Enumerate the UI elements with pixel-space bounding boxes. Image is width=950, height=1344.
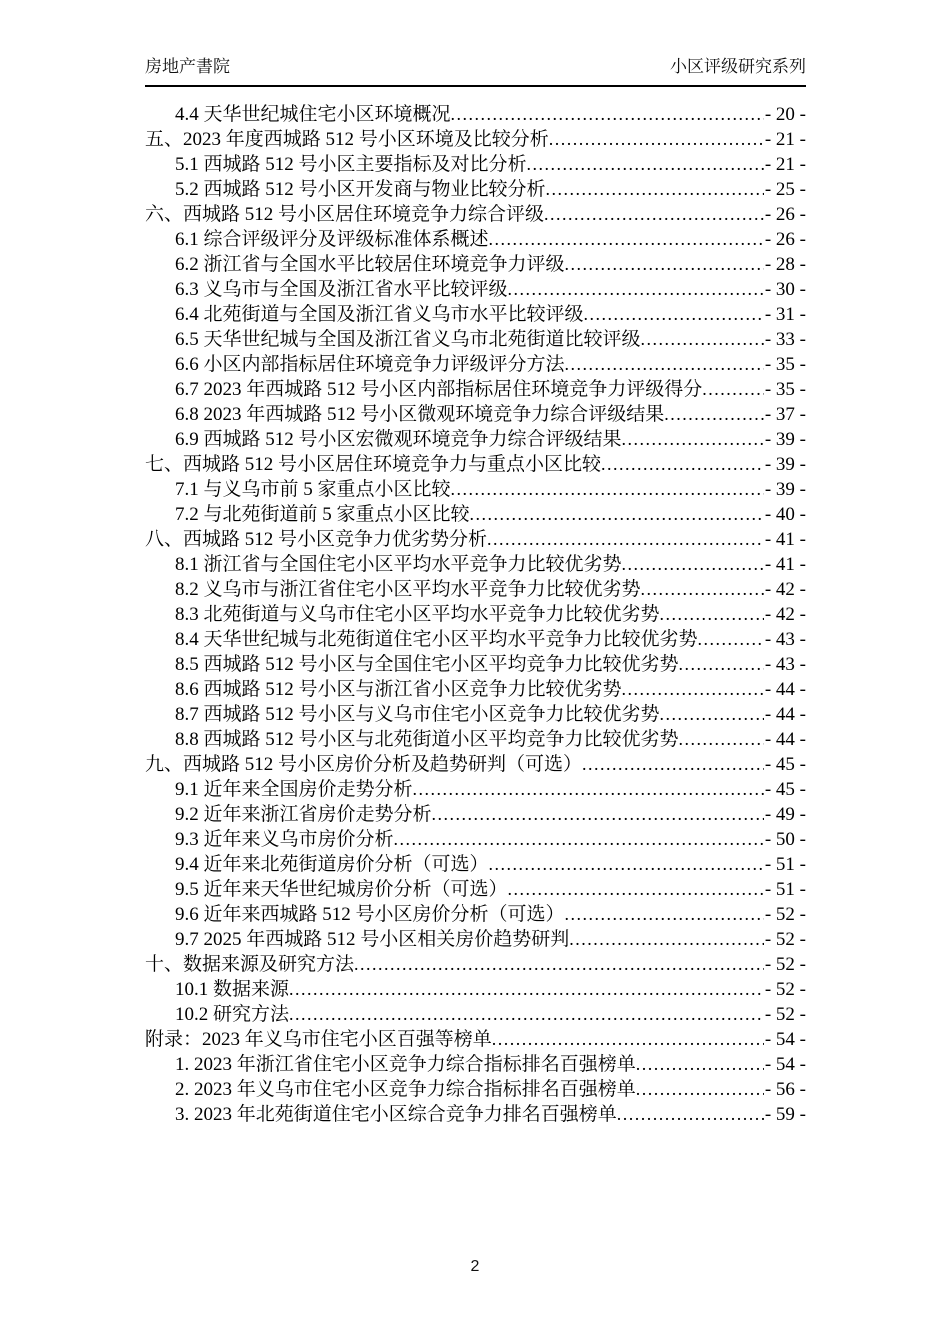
toc-entry[interactable] (145, 1002, 806, 1027)
toc-entry-title: 9.5 近年来天华世纪城房价分析（可选） (175, 879, 508, 900)
toc-dot-leader (698, 627, 764, 652)
toc-entry-page: - 26 - (764, 229, 806, 250)
toc-dot-leader (702, 377, 764, 402)
toc-entry-page: - 59 - (764, 1104, 806, 1125)
toc-entry[interactable] (145, 227, 806, 252)
toc-entry[interactable] (145, 952, 806, 977)
toc-entry-title: 6.3 义乌市与全国及浙江省水平比较评级 (175, 279, 508, 300)
toc-entry-title: 2. 2023 年义乌市住宅小区竞争力综合指标排名百强榜单 (175, 1079, 636, 1100)
toc-dot-leader (622, 552, 764, 577)
toc-dot-leader (565, 902, 764, 927)
toc-dot-leader (660, 702, 764, 727)
toc-entry-page: - 42 - (764, 604, 806, 625)
toc-dot-leader (489, 852, 764, 877)
toc-entry-page: - 41 - (764, 554, 806, 575)
toc-entry-title: 4.4 天华世纪城住宅小区环境概况 (175, 104, 451, 125)
toc-entry[interactable] (145, 877, 806, 902)
toc-entry-title: 6.4 北苑街道与全国及浙江省义乌市水平比较评级 (175, 304, 584, 325)
toc-entry[interactable] (145, 352, 806, 377)
toc-entry-title: 9.1 近年来全国房价走势分析 (175, 779, 413, 800)
toc-dot-leader (569, 927, 764, 952)
toc-dot-leader (601, 452, 764, 477)
toc-entry-page: - 28 - (764, 254, 806, 275)
toc-entry-page: - 39 - (764, 479, 806, 500)
toc-entry-page: - 25 - (764, 179, 806, 200)
toc-dot-leader (636, 1052, 764, 1077)
toc-entry[interactable] (145, 427, 806, 452)
toc-entry[interactable] (145, 127, 806, 152)
header-rule (145, 85, 806, 87)
toc-entry-page: - 30 - (764, 279, 806, 300)
toc-dot-leader (508, 877, 764, 902)
toc-entry[interactable] (145, 827, 806, 852)
toc-entry[interactable] (145, 602, 806, 627)
toc-entry-page: - 54 - (764, 1054, 806, 1075)
toc-entry[interactable] (145, 652, 806, 677)
toc-entry-page: - 44 - (764, 729, 806, 750)
toc-entry-title: 6.6 小区内部指标居住环境竞争力评级评分方法 (175, 354, 565, 375)
toc-dot-leader (289, 977, 764, 1002)
toc-dot-leader (487, 527, 764, 552)
toc-entry-title: 9.2 近年来浙江省房价走势分析 (175, 804, 432, 825)
toc-entry[interactable] (145, 1027, 806, 1052)
toc-entry-page: - 42 - (764, 579, 806, 600)
toc-dot-leader (660, 602, 764, 627)
toc-entry-title: 8.6 西城路 512 号小区与浙江省小区竞争力比较优劣势 (175, 679, 622, 700)
toc-entry-page: - 26 - (764, 204, 806, 225)
toc-entry[interactable] (145, 302, 806, 327)
toc-entry-title: 9.4 近年来北苑街道房价分析（可选） (175, 854, 489, 875)
header-right-text: 小区评级研究系列 (670, 57, 806, 76)
toc-entry[interactable] (145, 527, 806, 552)
toc-entry-title: 十、数据来源及研究方法 (145, 954, 355, 975)
toc-entry-title: 八、西城路 512 号小区竞争力优劣势分析 (145, 529, 488, 550)
toc-entry-page: - 39 - (764, 454, 806, 475)
toc-entry-title: 10.2 研究方法 (175, 1004, 290, 1025)
toc-entry-page: - 44 - (764, 679, 806, 700)
toc-entry-page: - 52 - (764, 1004, 806, 1025)
toc-entry-page: - 37 - (764, 404, 806, 425)
toc-entry[interactable] (145, 777, 806, 802)
toc-entry-title: 九、西城路 512 号小区房价分析及趋势研判（可选） (145, 754, 583, 775)
toc-dot-leader (584, 302, 764, 327)
toc-entry-title: 8.7 西城路 512 号小区与义乌市住宅小区竞争力比较优劣势 (175, 704, 660, 725)
page-header (145, 57, 806, 77)
toc-entry-title: 8.1 浙江省与全国住宅小区平均水平竞争力比较优劣势 (175, 554, 622, 575)
toc-entry-page: - 51 - (764, 879, 806, 900)
toc-entry-title: 六、西城路 512 号小区居住环境竞争力综合评级 (145, 204, 545, 225)
toc-entry[interactable] (145, 852, 806, 877)
toc-entry-page: - 20 - (764, 104, 806, 125)
toc-entry-page: - 35 - (764, 354, 806, 375)
toc-entry-title: 5.1 西城路 512 号小区主要指标及对比分析 (175, 154, 527, 175)
toc-entry-title: 7.2 与北苑街道前 5 家重点小区比较 (175, 504, 470, 525)
toc-list (145, 102, 806, 1127)
toc-dot-leader (636, 1077, 764, 1102)
toc-entry-page: - 43 - (764, 629, 806, 650)
page-number: 2 (470, 1258, 480, 1275)
toc-dot-leader (622, 427, 764, 452)
toc-entry-title: 6.5 天华世纪城与全国及浙江省义乌市北苑街道比较评级 (175, 329, 641, 350)
toc-entry-page: - 54 - (764, 1029, 806, 1050)
toc-entry-page: - 45 - (764, 754, 806, 775)
toc-entry[interactable] (145, 1052, 806, 1077)
toc-entry-title: 五、2023 年度西城路 512 号小区环境及比较分析 (145, 129, 549, 150)
toc-entry[interactable] (145, 1077, 806, 1102)
toc-entry-title: 6.1 综合评级评分及评级标准体系概述 (175, 229, 489, 250)
toc-entry[interactable] (145, 277, 806, 302)
toc-entry-title: 6.9 西城路 512 号小区宏微观环境竞争力综合评级结果 (175, 429, 622, 450)
toc-entry[interactable] (145, 752, 806, 777)
toc-dot-leader (492, 1027, 764, 1052)
toc-entry-page: - 21 - (764, 154, 806, 175)
toc-dot-leader (565, 252, 764, 277)
toc-entry-page: - 52 - (764, 904, 806, 925)
toc-entry-title: 8.8 西城路 512 号小区与北苑街道小区平均竞争力比较优劣势 (175, 729, 679, 750)
toc-entry[interactable] (145, 327, 806, 352)
toc-entry-page: - 35 - (764, 379, 806, 400)
toc-dot-leader (582, 752, 764, 777)
toc-dot-leader (617, 1102, 764, 1127)
toc-entry-page: - 50 - (764, 829, 806, 850)
toc-entry-title: 6.8 2023 年西城路 512 号小区微观环境竞争力综合评级结果 (175, 404, 665, 425)
toc-entry-title: 6.2 浙江省与全国水平比较居住环境竞争力评级 (175, 254, 565, 275)
toc-entry-page: - 39 - (764, 429, 806, 450)
toc-entry-page: - 44 - (764, 704, 806, 725)
toc-dot-leader (527, 152, 764, 177)
toc-entry[interactable] (145, 502, 806, 527)
toc-entry-title: 7.1 与义乌市前 5 家重点小区比较 (175, 479, 451, 500)
toc-entry-page: - 33 - (764, 329, 806, 350)
toc-dot-leader (394, 827, 764, 852)
toc-entry[interactable] (145, 452, 806, 477)
toc-entry[interactable] (145, 977, 806, 1002)
toc-dot-leader (451, 477, 764, 502)
toc-entry[interactable] (145, 102, 806, 127)
toc-dot-leader (546, 177, 764, 202)
toc-entry-title: 8.5 西城路 512 号小区与全国住宅小区平均竞争力比较优劣势 (175, 654, 679, 675)
toc-dot-leader (549, 127, 764, 152)
toc-entry-page: - 43 - (764, 654, 806, 675)
toc-entry[interactable] (145, 552, 806, 577)
toc-entry-title: 9.7 2025 年西城路 512 号小区相关房价趋势研判 (175, 929, 570, 950)
toc-entry-page: - 49 - (764, 804, 806, 825)
toc-entry[interactable] (145, 702, 806, 727)
toc-entry-page: - 21 - (764, 129, 806, 150)
toc-entry-title: 5.2 西城路 512 号小区开发商与物业比较分析 (175, 179, 546, 200)
toc-entry[interactable] (145, 627, 806, 652)
toc-entry-title: 8.2 义乌市与浙江省住宅小区平均水平竞争力比较优劣势 (175, 579, 641, 600)
toc-dot-leader (544, 202, 764, 227)
toc-entry-page: - 52 - (764, 954, 806, 975)
toc-dot-leader (354, 952, 764, 977)
toc-dot-leader (451, 102, 764, 127)
toc-entry[interactable] (145, 577, 806, 602)
toc-entry-title: 10.1 数据来源 (175, 979, 290, 1000)
toc-entry[interactable] (145, 927, 806, 952)
toc-entry[interactable] (145, 802, 806, 827)
toc-dot-leader (289, 1002, 764, 1027)
toc-entry[interactable] (145, 152, 806, 177)
toc-entry-title: 3. 2023 年北苑街道住宅小区综合竞争力排名百强榜单 (175, 1104, 617, 1125)
toc-entry[interactable] (145, 177, 806, 202)
toc-entry-title: 8.4 天华世纪城与北苑街道住宅小区平均水平竞争力比较优劣势 (175, 629, 698, 650)
toc-dot-leader (622, 677, 764, 702)
toc-entry-page: - 31 - (764, 304, 806, 325)
toc-entry-title: 附录：2023 年义乌市住宅小区百强等榜单 (145, 1029, 492, 1050)
toc-dot-leader (565, 352, 764, 377)
toc-entry[interactable] (145, 252, 806, 277)
toc-dot-leader (508, 277, 764, 302)
toc-entry-page: - 40 - (764, 504, 806, 525)
toc-dot-leader (489, 227, 764, 252)
toc-entry-title: 1. 2023 年浙江省住宅小区竞争力综合指标排名百强榜单 (175, 1054, 636, 1075)
toc-entry[interactable] (145, 727, 806, 752)
toc-entry-page: - 52 - (764, 929, 806, 950)
toc-entry[interactable] (145, 677, 806, 702)
toc-entry[interactable] (145, 377, 806, 402)
toc-entry-page: - 52 - (764, 979, 806, 1000)
toc-entry-title: 七、西城路 512 号小区居住环境竞争力与重点小区比较 (145, 454, 602, 475)
toc-dot-leader (641, 327, 764, 352)
toc-entry[interactable] (145, 902, 806, 927)
toc-dot-leader (679, 727, 764, 752)
toc-entry-page: - 45 - (764, 779, 806, 800)
toc-entry[interactable] (145, 402, 806, 427)
toc-dot-leader (641, 577, 764, 602)
toc-entry-title: 6.7 2023 年西城路 512 号小区内部指标居住环境竞争力评级得分 (175, 379, 703, 400)
toc-entry-page: - 41 - (764, 529, 806, 550)
toc-entry-title: 9.6 近年来西城路 512 号小区房价分析（可选） (175, 904, 565, 925)
toc-entry-title: 8.3 北苑街道与义乌市住宅小区平均水平竞争力比较优劣势 (175, 604, 660, 625)
toc-dot-leader (432, 802, 764, 827)
toc-dot-leader (470, 502, 764, 527)
toc-entry-page: - 51 - (764, 854, 806, 875)
toc-entry[interactable] (145, 477, 806, 502)
toc-entry[interactable] (145, 1102, 806, 1127)
toc-entry-title: 9.3 近年来义乌市房价分析 (175, 829, 394, 850)
toc-dot-leader (413, 777, 764, 802)
toc-dot-leader (664, 402, 764, 427)
toc-dot-leader (679, 652, 764, 677)
header-left-text: 房地产書院 (145, 57, 230, 76)
toc-entry-page: - 56 - (764, 1079, 806, 1100)
toc-entry[interactable] (145, 202, 806, 227)
